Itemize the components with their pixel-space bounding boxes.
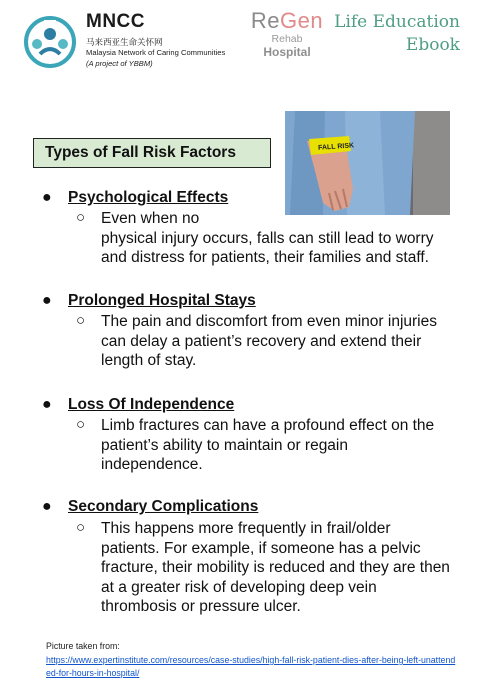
sub-bullet-icon: ○ bbox=[76, 209, 86, 226]
item-text: The pain and discomfort from even minor injuries can delay a patient’s recovery and extend their length of stay. bbox=[101, 313, 437, 369]
org-full-name: Malaysia Network of Caring Communities bbox=[86, 48, 226, 57]
section-title: Types of Fall Risk Factors bbox=[33, 138, 271, 168]
patient-wristband-photo bbox=[285, 111, 450, 215]
org-note: (A project of YBBM) bbox=[86, 59, 153, 68]
regen-logo bbox=[244, 9, 330, 59]
ebook-line1: Life Education bbox=[334, 12, 460, 32]
item-text-line1: Even when no bbox=[101, 210, 200, 227]
org-name: MNCC bbox=[86, 11, 145, 32]
bullet-icon: ● bbox=[42, 498, 52, 515]
sub-bullet-icon: ○ bbox=[76, 416, 86, 433]
ebook-line2: Ebook bbox=[405, 35, 460, 55]
regen-name-part1: Re bbox=[250, 8, 281, 33]
wristband-text: FALL RISK bbox=[317, 142, 355, 152]
picture-credit-link[interactable]: https://www.expertinstitute.com/resources/case-studies/high-fall-risk-patient-dies-after-being-left-unattended-for-hours-in-hospital/ bbox=[46, 655, 456, 678]
item-text: Limb fractures can have a profound effect on the patient’s ability to maintain or regain independence. bbox=[101, 417, 435, 473]
item-heading: Psychological Effects bbox=[68, 189, 229, 206]
item-heading: Secondary Complications bbox=[68, 498, 259, 515]
item-text-line2: physical injury occurs, falls can still lead to worry and distress for patients, their families and staff. bbox=[101, 229, 434, 266]
sub-bullet-icon: ○ bbox=[76, 519, 86, 536]
regen-hospital: Hospital bbox=[263, 45, 311, 59]
sub-bullet-icon: ○ bbox=[76, 312, 86, 329]
mncc-logo bbox=[20, 14, 80, 70]
bullet-icon: ● bbox=[42, 189, 52, 206]
regen-name-part2: Gen bbox=[280, 8, 324, 33]
regen-sub: Rehab bbox=[271, 33, 303, 45]
item-text bbox=[101, 209, 451, 268]
picture-credit-label: Picture taken from: bbox=[46, 641, 120, 651]
bullet-icon: ● bbox=[42, 396, 52, 413]
item-text: This happens more frequently in frail/older patients. For example, if someone has a pelvic fracture, their mobility is reduced and they are then at a greater risk of developing deep vein thrombosis or pressure ulcer. bbox=[101, 520, 450, 615]
item-heading: Loss Of Independence bbox=[68, 396, 235, 413]
org-name-chinese: 马来西亚生命关怀网 bbox=[86, 38, 163, 48]
item-heading: Prolonged Hospital Stays bbox=[68, 292, 256, 309]
bullet-icon: ● bbox=[42, 292, 52, 309]
ebook-label bbox=[334, 11, 460, 57]
